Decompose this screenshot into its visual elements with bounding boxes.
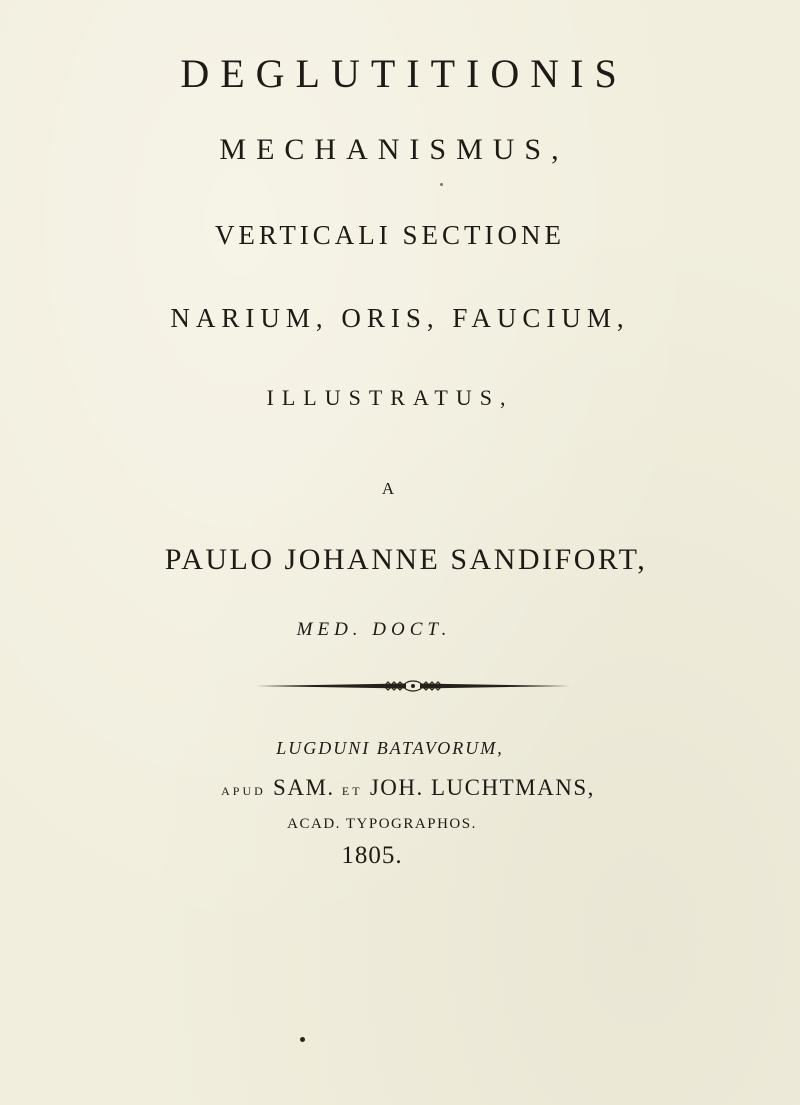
ink-speck [440,183,443,186]
author-name: PAULO JOHANNE SANDIFORT, [164,543,648,576]
parts-line: NARIUM, ORIS, FAUCIUM, [170,303,630,333]
publication-year: 1805. [341,842,403,869]
book-subtitle: MECHANISMUS, [219,133,569,166]
et-word: ET [341,784,363,798]
imprint-city: LUGDUNI BATAVORUM, [276,738,504,758]
book-title: DEGLUTITIONIS [180,51,628,96]
printer-second: JOH. LUCHTMANS, [369,775,595,800]
illustrated-line: ILLUSTRATUS, [266,385,514,410]
section-line: VERTICALI SECTIONE [214,220,566,250]
preposition: A [381,479,395,498]
ink-speck [412,319,414,321]
imprint-role: ACAD. TYPOGRAPHOS. [287,816,477,832]
ornamental-rule [256,679,570,693]
apud-word: APUD [221,784,266,798]
imprint-printers [8,775,800,801]
printer-first: SAM. [273,775,335,800]
ink-speck [300,1037,305,1042]
author-degree: MED. DOCT. [296,619,452,640]
